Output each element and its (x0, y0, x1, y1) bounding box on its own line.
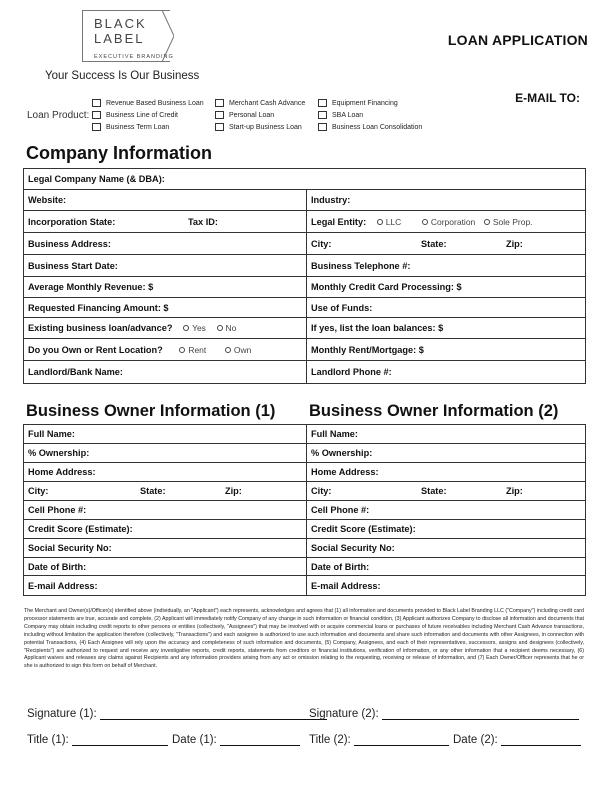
loan-option-consolidation[interactable]: Business Loan Consolidation (318, 123, 422, 131)
own-rent-field[interactable] (24, 339, 307, 361)
owner1-email[interactable]: E-mail Address: (24, 576, 307, 596)
owner1-credit-score[interactable]: Credit Score (Estimate): (24, 520, 307, 539)
city-label: City: (311, 238, 332, 249)
start-date-field[interactable]: Business Start Date: (24, 255, 307, 277)
date2-line[interactable] (501, 734, 581, 746)
landlord-name-field[interactable]: Landlord/Bank Name: (24, 361, 307, 384)
inc-state-label: Incorporation State: (28, 216, 116, 227)
loan-option-personal[interactable]: Personal Loan (215, 111, 274, 119)
loan-option-mca[interactable]: Merchant Cash Advance (215, 99, 305, 107)
date1-label: Date (1): (172, 734, 217, 746)
owner1-dob[interactable]: Date of Birth: (24, 558, 307, 576)
checkbox[interactable] (92, 99, 101, 107)
loan-option-equipment[interactable]: Equipment Financing (318, 99, 398, 107)
owner2-ssn[interactable]: Social Security No: (307, 539, 586, 558)
owner2-email[interactable]: E-mail Address: (307, 576, 586, 596)
title1-field[interactable] (27, 734, 168, 746)
checkbox[interactable] (92, 111, 101, 119)
own-radio[interactable]: Own (225, 345, 251, 355)
logo-text-black: BLACK (94, 16, 147, 31)
checkbox[interactable] (215, 123, 224, 131)
owner1-ownership[interactable]: % Ownership: (24, 444, 307, 463)
signature2-line[interactable] (382, 708, 579, 720)
owner1-city-state-zip[interactable] (24, 482, 307, 501)
signature2-label: Signature (2): (309, 708, 379, 720)
company-info-heading: Company Information (26, 143, 213, 163)
existing-loan-field[interactable] (24, 318, 307, 339)
owner2-dob[interactable]: Date of Birth: (307, 558, 586, 576)
landlord-phone-field[interactable]: Landlord Phone #: (307, 361, 586, 384)
signature1-field[interactable] (27, 708, 327, 720)
loan-option-term-loan[interactable]: Business Term Loan (92, 123, 169, 131)
page-title: LOAN APPLICATION (447, 32, 588, 48)
date2-label: Date (2): (453, 734, 498, 746)
owner2-credit-score[interactable]: Credit Score (Estimate): (307, 520, 586, 539)
owner2-city-state-zip[interactable] (307, 482, 586, 501)
owner2-full-name[interactable]: Full Name: (307, 425, 586, 444)
cc-processing-field[interactable]: Monthly Credit Card Processing: $ (307, 277, 586, 298)
business-city-state-zip[interactable] (307, 233, 586, 255)
state-label: State: (140, 486, 166, 496)
signature2-field[interactable] (309, 708, 579, 720)
state-label: State: (421, 486, 447, 496)
legal-name-field[interactable]: Legal Company Name (& DBA): (24, 169, 586, 190)
entity-sole-prop-radio[interactable]: Sole Prop. (484, 217, 533, 227)
inc-state-field[interactable] (24, 211, 307, 233)
rent-mortgage-field[interactable]: Monthly Rent/Mortgage: $ (307, 339, 586, 361)
business-phone-field[interactable]: Business Telephone #: (307, 255, 586, 277)
revenue-field[interactable]: Average Monthly Revenue: $ (24, 277, 307, 298)
radio-circle-icon (484, 219, 490, 225)
owner1-ssn[interactable]: Social Security No: (24, 539, 307, 558)
logo-text-label: LABEL (94, 31, 145, 46)
rent-radio[interactable]: Rent (179, 345, 206, 355)
legal-entity-label: Legal Entity: (311, 216, 367, 227)
checkbox[interactable] (215, 111, 224, 119)
company-info-table (23, 168, 586, 384)
title2-line[interactable] (354, 734, 449, 746)
legal-disclosure-text: The Merchant and Owner(s)/Officer(s) identified above (individually, an "Applicant") each represents, acknowledges and agrees that (1) all information and documents provided to Black Label Branding LLC ("Company") including credit card processor statements are true, accurate and complete, (2) Applicant will immediately notify Company of any change in such information or financial condition, (3) Applicant authorizes Company to disclose all information and documents that Company may obtain including credit reports to other persons or entities (collectively, "Assignees") that may be involved with or acquire commercial loans or purchases of future receivables including Merchant Cash Advance transactions, including without limitation the application therefore (collectively, "Transactions") and each assignee is authorized to use such information and documents and share such information and documents with other Assignees, in connection with potential Transactions, (4) Each Assignee will rely upon the accuracy and completeness of such information and documents, (5) Company, Assignees, and each of their representatives, successors, assigns and designees (collectively, "Recipients") are authorized to request and receive any investigative reports, credit reports, statements from creditors or financial institutions, verification of information, or any other information that a recipient deems necessary, (6) Applicant waives and releases any claims against Recipients and any information providers arising from any act or omission relating to the requesting, receiving or release of information, and (7) Each Owner/Officer represents that he or she is authorized to sign this form on behalf of Merchant. (24, 608, 584, 670)
entity-corporation-radio[interactable]: Corporation (422, 217, 475, 227)
loan-option-revenue-based[interactable]: Revenue Based Business Loan (92, 99, 204, 107)
owner1-full-name[interactable]: Full Name: (24, 425, 307, 444)
radio-circle-icon (217, 325, 223, 331)
date2-field[interactable] (453, 734, 581, 746)
title1-label: Title (1): (27, 734, 69, 746)
checkbox[interactable] (215, 99, 224, 107)
email-to-label: E-MAIL TO: (515, 91, 580, 105)
loan-balances-field[interactable]: If yes, list the loan balances: $ (307, 318, 586, 339)
owner1-heading: Business Owner Information (1) (26, 402, 276, 420)
company-logo (82, 10, 178, 64)
checkbox[interactable] (318, 99, 327, 107)
owner1-cell-phone[interactable]: Cell Phone #: (24, 501, 307, 520)
city-label: City: (311, 486, 332, 496)
checkbox[interactable] (318, 111, 327, 119)
title2-label: Title (2): (309, 734, 351, 746)
entity-llc-radio[interactable]: LLC (377, 217, 402, 227)
legal-entity-field[interactable] (307, 211, 586, 233)
signature1-line[interactable] (100, 708, 327, 720)
radio-circle-icon (225, 347, 231, 353)
website-field[interactable]: Website: (24, 190, 307, 211)
title1-line[interactable] (72, 734, 168, 746)
logo-subtitle: EXECUTIVE BRANDING (94, 54, 174, 60)
radio-circle-icon (377, 219, 383, 225)
radio-circle-icon (183, 325, 189, 331)
signature1-label: Signature (1): (27, 708, 97, 720)
tax-id-label: Tax ID: (188, 216, 218, 227)
radio-circle-icon (179, 347, 185, 353)
owner2-cell-phone[interactable]: Cell Phone #: (307, 501, 586, 520)
title2-field[interactable] (309, 734, 449, 746)
business-address-field[interactable]: Business Address: (24, 233, 307, 255)
loan-option-startup[interactable]: Start-up Business Loan (215, 123, 302, 131)
financing-amount-field[interactable]: Requested Financing Amount: $ (24, 298, 307, 318)
date1-field[interactable] (172, 734, 300, 746)
date1-line[interactable] (220, 734, 300, 746)
owner2-home-address[interactable]: Home Address: (307, 463, 586, 482)
checkbox[interactable] (318, 123, 327, 131)
use-of-funds-field[interactable]: Use of Funds: (307, 298, 586, 318)
owner1-home-address[interactable]: Home Address: (24, 463, 307, 482)
loan-option-line-of-credit[interactable]: Business Line of Credit (92, 111, 178, 119)
owner2-heading: Business Owner Information (2) (309, 402, 559, 420)
existing-no-radio[interactable]: No (217, 323, 237, 333)
owner2-ownership[interactable]: % Ownership: (307, 444, 586, 463)
industry-field[interactable]: Industry: (307, 190, 586, 211)
zip-label: Zip: (506, 486, 523, 496)
owner-info-table (23, 424, 586, 596)
city-label: City: (28, 486, 49, 496)
tagline: Your Success Is Our Business (45, 70, 200, 82)
loan-product-label: Loan Product: (27, 110, 90, 121)
loan-option-sba[interactable]: SBA Loan (318, 111, 363, 119)
zip-label: Zip: (506, 238, 523, 249)
radio-circle-icon (422, 219, 428, 225)
zip-label: Zip: (225, 486, 242, 496)
checkbox[interactable] (92, 123, 101, 131)
own-rent-label: Do you Own or Rent Location? (28, 344, 163, 355)
existing-loan-label: Existing business loan/advance? (28, 323, 173, 333)
existing-yes-radio[interactable]: Yes (183, 323, 206, 333)
state-label: State: (421, 238, 447, 249)
